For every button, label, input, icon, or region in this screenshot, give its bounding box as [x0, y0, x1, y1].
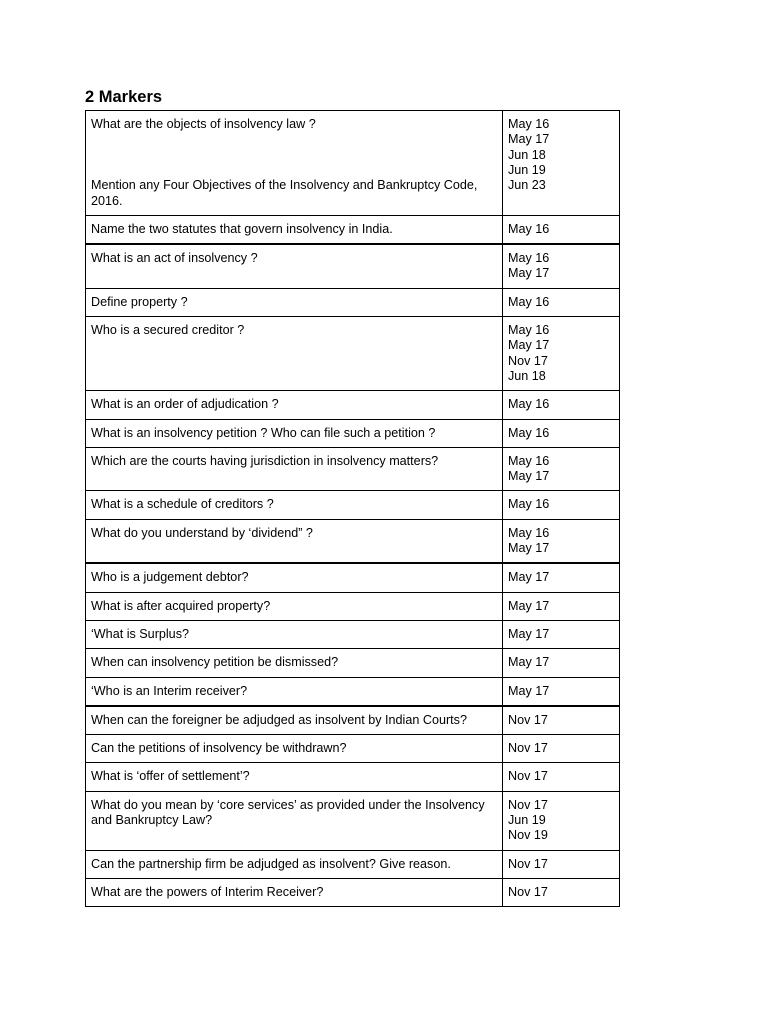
dates-cell: [503, 391, 620, 419]
question-cell: [86, 735, 503, 763]
table-row: [86, 244, 620, 288]
exam-date: May 17: [508, 683, 550, 698]
exam-date: Nov 17: [508, 856, 548, 871]
table-row: [86, 763, 620, 791]
exam-date: Jun 18: [508, 368, 546, 383]
question-cell: [86, 878, 503, 906]
table-row: [86, 850, 620, 878]
dates-cell: [503, 677, 620, 706]
question-cell: [86, 215, 503, 244]
exam-date: Nov 17: [508, 884, 548, 899]
question-cell: [86, 706, 503, 735]
question-text: Name the two statutes that govern insolvency in India.: [91, 221, 393, 236]
exam-date: May 17: [508, 338, 550, 353]
exam-date: Jun 19: [508, 813, 546, 828]
exam-date: Nov 17: [508, 353, 548, 368]
exam-date: May 17: [508, 570, 550, 585]
question-text: What are the objects of insolvency law ?: [91, 117, 316, 131]
question-text: What is an insolvency petition ? Who can file such a petition ?: [91, 425, 436, 440]
table-row: [86, 491, 620, 519]
table-row: [86, 391, 620, 419]
question-text: What do you understand by ‘dividend” ?: [91, 525, 313, 540]
dates-cell: [503, 649, 620, 677]
exam-date: May 16: [508, 251, 550, 266]
dates-cell: [503, 288, 620, 316]
question-text: Who is a judgement debtor?: [91, 570, 249, 585]
exam-date: May 16: [508, 525, 550, 540]
exam-date: May 16: [508, 497, 550, 512]
question-cell: [86, 111, 503, 216]
table-row: [86, 706, 620, 735]
dates-cell: [503, 592, 620, 620]
question-text: Can the petitions of insolvency be withdrawn?: [91, 741, 347, 756]
question-text: When can the foreigner be adjudged as insolvent by Indian Courts?: [91, 712, 467, 727]
exam-date: May 17: [508, 541, 550, 556]
dates-cell: [503, 215, 620, 244]
exam-date: May 17: [508, 469, 550, 484]
exam-date: Nov 17: [508, 797, 548, 812]
exam-date: May 16: [508, 221, 550, 236]
dates-cell: [503, 111, 620, 216]
dates-cell: [503, 878, 620, 906]
table-row: [86, 735, 620, 763]
exam-date: Nov 19: [508, 828, 548, 843]
table-row: [86, 317, 620, 391]
question-cell: [86, 592, 503, 620]
table-row: [86, 791, 620, 850]
question-text: Define property ?: [91, 294, 188, 309]
exam-date: May 16: [508, 323, 550, 338]
dates-cell: [503, 447, 620, 491]
question-cell: [86, 244, 503, 288]
table-row: [86, 215, 620, 244]
question-text: What is ‘offer of settlement’?: [91, 769, 250, 784]
dates-cell: [503, 850, 620, 878]
table-row: [86, 111, 620, 216]
dates-cell: [503, 706, 620, 735]
table-row: [86, 620, 620, 648]
table-row: [86, 419, 620, 447]
question-text: Can the partnership firm be adjudged as insolvent? Give reason.: [91, 856, 451, 871]
table-row: [86, 288, 620, 316]
table-row: [86, 878, 620, 906]
exam-date: May 17: [508, 626, 550, 641]
questions-table: [85, 110, 620, 907]
question-text: What is an act of insolvency ?: [91, 251, 258, 266]
dates-cell: [503, 419, 620, 447]
exam-date: May 16: [508, 397, 550, 412]
question-cell: [86, 649, 503, 677]
section-heading: 2 Markers: [85, 88, 163, 106]
table-row: [86, 519, 620, 563]
table-row: [86, 649, 620, 677]
exam-date: May 17: [508, 132, 550, 147]
question-text: What is a schedule of creditors ?: [91, 497, 274, 512]
exam-date: Jun 23: [508, 178, 546, 193]
dates-cell: [503, 244, 620, 288]
exam-date: Jun 19: [508, 162, 546, 177]
exam-date: May 17: [508, 266, 550, 281]
question-cell: [86, 620, 503, 648]
exam-date: Nov 17: [508, 741, 548, 756]
exam-date: May 17: [508, 655, 550, 670]
question-text: When can insolvency petition be dismissed?: [91, 655, 339, 670]
question-text: What are the powers of Interim Receiver?: [91, 884, 324, 899]
question-text: Who is a secured creditor ?: [91, 323, 245, 338]
question-text: What is after acquired property?: [91, 598, 271, 613]
dates-cell: [503, 735, 620, 763]
exam-date: May 16: [508, 453, 550, 468]
exam-date: Nov 17: [508, 769, 548, 784]
question-cell: [86, 288, 503, 316]
exam-date: May 16: [508, 294, 550, 309]
question-cell: [86, 419, 503, 447]
dates-cell: [503, 519, 620, 563]
question-cell: [86, 850, 503, 878]
table-row: [86, 563, 620, 592]
question-text: What do you mean by ‘core services’ as provided under the Insolvency and Bankruptcy Law?: [91, 797, 485, 828]
question-cell: [86, 491, 503, 519]
question-cell: [86, 317, 503, 391]
question-text-secondary: Mention any Four Objectives of the Insolvency and Bankruptcy Code, 2016.: [91, 178, 478, 208]
question-text: Which are the courts having jurisdiction in insolvency matters?: [91, 453, 439, 468]
question-cell: [86, 563, 503, 592]
question-cell: [86, 519, 503, 563]
exam-date: May 16: [508, 425, 550, 440]
table-row: [86, 592, 620, 620]
question-text: What is an order of adjudication ?: [91, 397, 279, 412]
question-cell: [86, 447, 503, 491]
dates-cell: [503, 491, 620, 519]
exam-date: Nov 17: [508, 712, 548, 727]
questions-table-body: [86, 111, 620, 907]
dates-cell: [503, 620, 620, 648]
question-spacer: [91, 132, 496, 178]
dates-cell: [503, 763, 620, 791]
question-cell: [86, 391, 503, 419]
table-row: [86, 677, 620, 706]
question-cell: [86, 763, 503, 791]
dates-cell: [503, 563, 620, 592]
dates-cell: [503, 791, 620, 850]
question-text: ‘Who is an Interim receiver?: [91, 683, 248, 698]
question-cell: [86, 677, 503, 706]
dates-cell: [503, 317, 620, 391]
question-text: ‘What is Surplus?: [91, 626, 189, 641]
exam-date: May 16: [508, 117, 550, 131]
exam-date: Jun 18: [508, 147, 546, 162]
table-row: [86, 447, 620, 491]
question-cell: [86, 791, 503, 850]
exam-date: May 17: [508, 598, 550, 613]
